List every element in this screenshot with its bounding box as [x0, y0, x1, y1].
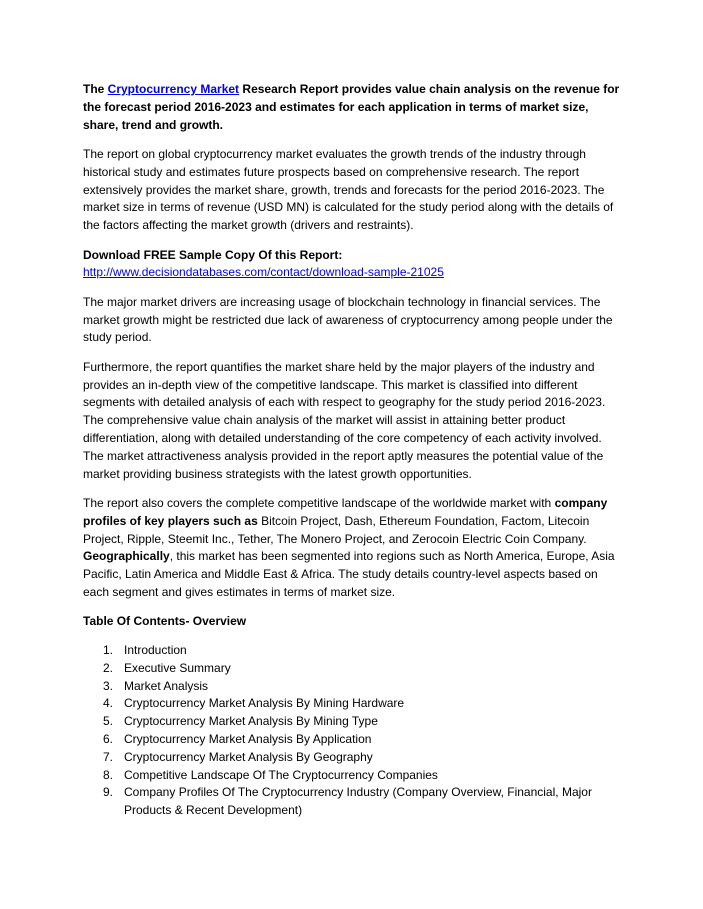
geographically-bold: Geographically — [83, 549, 170, 564]
toc-item — [83, 713, 623, 731]
toc-item — [83, 642, 623, 660]
cryptocurrency-market-link[interactable]: Cryptocurrency Market — [107, 82, 240, 96]
toc-item-number: 3. — [103, 678, 114, 693]
toc-item — [83, 678, 623, 696]
intro-prefix: The — [83, 82, 108, 96]
key-players-part3: , this market has been segmented into regions such as North America, Europe, Asia Pacific, Latin America and Middle East & Africa. The study details country-level aspects based on each segment and gives estimates in terms of market size. — [83, 549, 615, 599]
toc-item-number: 1. — [103, 643, 114, 658]
paragraph-competitive: Furthermore, the report quantifies the market share held by the major players of the industry and provides an in-depth view of the competitive landscape. This market is classified into different segments with detailed analysis of each with respect to geography for the study period 2016-2023. The comprehensive value chain analysis of the market will assist in attaining better product differentiation, along with detailed understanding of the core competency of each activity involved. The market attractiveness analysis provided in the report aptly measures the potential value of the market providing business strategists with the latest growth opportunities. — [83, 359, 606, 481]
toc-item-text: Cryptocurrency Market Analysis By Mining Type — [124, 714, 378, 729]
intro-rest: Research Report provides value chain analysis on the revenue for the forecast period 2016-2023 and estimates for each application in terms of market size, share, trend and growth. — [83, 82, 620, 132]
toc-item — [83, 784, 623, 820]
paragraph-key-players — [83, 495, 623, 602]
key-players-part1: The report also covers the complete competitive landscape of the worldwide market with — [83, 495, 555, 510]
toc-item-number: 9. — [103, 785, 114, 800]
toc-list — [83, 642, 623, 820]
download-label: Download FREE Sample Copy Of this Report: — [83, 247, 343, 262]
toc-heading: Table Of Contents- Overview — [83, 614, 247, 629]
toc-item — [83, 749, 623, 767]
toc-item-text: Market Analysis — [124, 678, 209, 693]
toc-item-number: 5. — [103, 714, 114, 729]
toc-item-number: 4. — [103, 696, 114, 711]
toc-item-number: 2. — [103, 660, 114, 675]
intro-paragraph — [83, 81, 623, 134]
document-page — [83, 81, 623, 820]
toc-item-number: 7. — [103, 749, 114, 764]
toc-item — [83, 767, 623, 785]
paragraph-drivers: The major market drivers are increasing usage of blockchain technology in financial services. The market growth might be restricted due lack of awareness of cryptocurrency among people under the study period. — [83, 294, 613, 345]
toc-item-text: Executive Summary — [124, 660, 231, 675]
toc-item-text: Cryptocurrency Market Analysis By Mining Hardware — [124, 696, 405, 711]
key-players-part2: Bitcoin Project, Dash, Ethereum Foundation, Factom, Litecoin Project, Ripple, Steemit Inc., Tether, The Monero Project, and Zerocoin Electric Coin Company. — [83, 513, 590, 546]
toc-item-text: Cryptocurrency Market Analysis By Geography — [124, 749, 373, 764]
toc-item — [83, 660, 623, 678]
toc-item — [83, 695, 623, 713]
toc-item-text: Company Profiles Of The Cryptocurrency Industry (Company Overview, Financial, Major Products & Recent Development) — [124, 785, 592, 818]
toc-item — [83, 731, 623, 749]
toc-item-text: Competitive Landscape Of The Cryptocurrency Companies — [124, 767, 438, 782]
download-paragraph — [83, 247, 623, 283]
toc-item-text: Introduction — [124, 643, 187, 658]
download-sample-link[interactable]: http://www.decisiondatabases.com/contact/download-sample-21025 — [83, 265, 444, 280]
toc-item-text: Cryptocurrency Market Analysis By Application — [124, 732, 372, 747]
paragraph-overview: The report on global cryptocurrency market evaluates the growth trends of the industry through historical study and estimates future prospects based on comprehensive research. The report extensively provides the market share, growth, trends and forecasts for the period 2016-2023. The market size in terms of revenue (USD MN) is calculated for the study period along with the details of the factors affecting the market growth (drivers and restraints). — [83, 146, 614, 233]
key-players-bold: company profiles of key players such as — [83, 495, 608, 528]
toc-item-number: 6. — [103, 732, 114, 747]
toc-item-number: 8. — [103, 767, 114, 782]
